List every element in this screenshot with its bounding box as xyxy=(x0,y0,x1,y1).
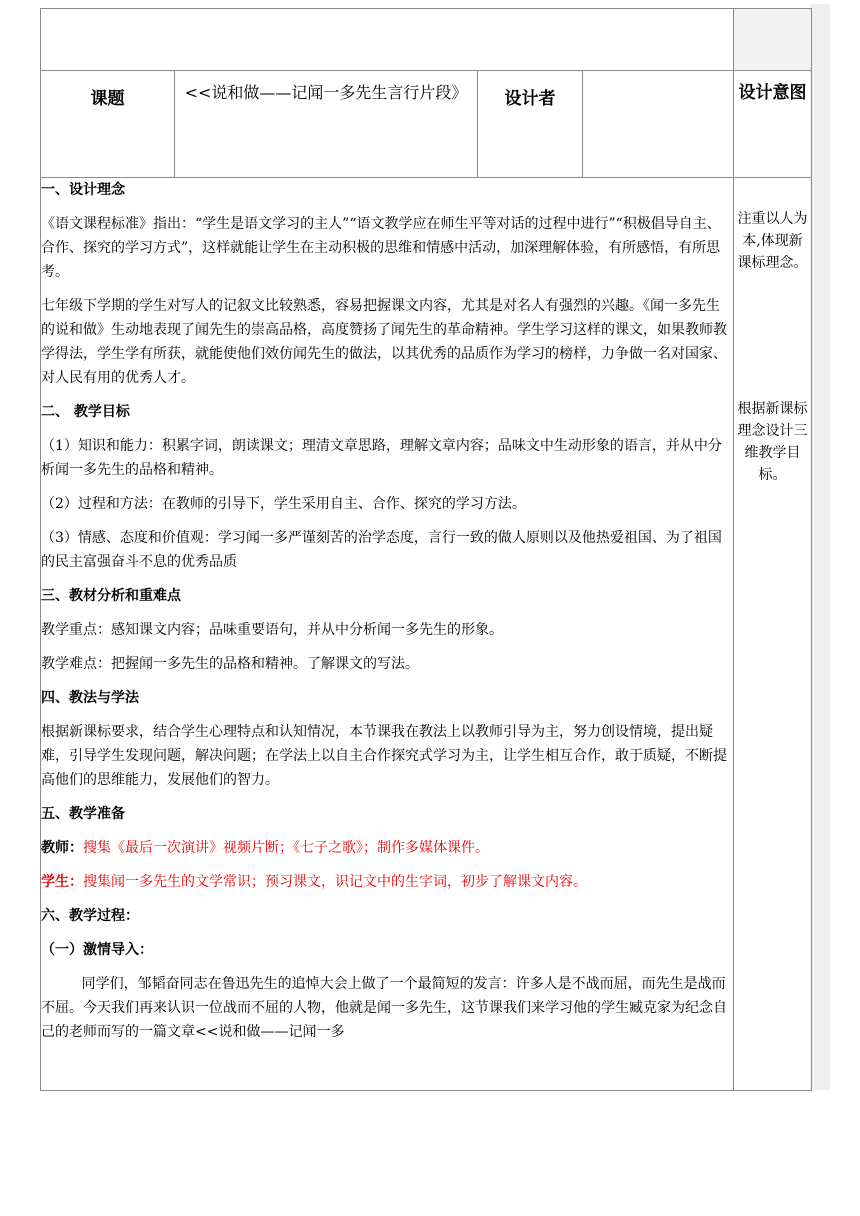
paragraph: 根据新课标要求，结合学生心理特点和认知情况，本节课我在教法上以教师引导为主，努力创设情境，提出疑难，引导学生发现问题，解决问题；在学法上以自主合作探究式学习为主，让学生相互合作，敢于质疑，不断提高他们的思维能力，发展他们的智力。 xyxy=(41,724,727,788)
content-row xyxy=(41,178,812,1091)
blank-cell-shaded xyxy=(734,9,812,71)
section-heading: 四、教法与学法 xyxy=(41,690,139,706)
paragraph: （3）情感、态度和价值观：学习闻一多严谨刻苦的治学态度，言行一致的做人原则以及他热爱祖国、为了祖国的民主富强奋斗不息的优秀品质 xyxy=(41,530,722,570)
paragraph: （2）过程和方法：在教师的引导下，学生采用自主、合作、探究的学习方法。 xyxy=(41,496,526,512)
blank-top-row xyxy=(41,9,812,71)
lesson-plan-table xyxy=(40,8,812,1091)
design-intent-column xyxy=(734,178,812,1091)
teacher-prep xyxy=(41,836,733,860)
teacher-text: 搜集《最后一次演讲》视频片断；《七子之歌》；制作多媒体课件。 xyxy=(83,840,489,856)
paragraph: （1）知识和能力：积累字词，朗读课文；理清文章思路，理解文章内容；品味文中生动形象的语言，并从中分析闻一多先生的品格和精神。 xyxy=(41,438,722,478)
blank-cell xyxy=(41,9,734,71)
paragraph: 教学难点：把握闻一多先生的品格和精神。了解课文的写法。 xyxy=(41,656,419,672)
sub-heading: （一）激情导入： xyxy=(41,942,153,958)
student-prep xyxy=(41,870,733,894)
paragraph: 同学们，邹韬奋同志在鲁迅先生的追悼大会上做了一个最简短的发言：许多人是不战而屈，而先生是战而不屈。今天我们再来认识一位战而不屈的人物，他就是闻一多先生，这节课我们来学习他的学生臧克家为纪念自己的老师而写的一篇文章<<说和做——记闻一多 xyxy=(41,976,727,1040)
designer-value xyxy=(583,71,734,178)
intent-label: 设计意图 xyxy=(734,71,812,178)
section-heading: 二、 教学目标 xyxy=(41,404,130,420)
main-content xyxy=(41,178,734,1091)
teacher-label: 教师： xyxy=(41,840,83,856)
section-heading: 六、教学过程： xyxy=(41,908,139,924)
student-text: 搜集闻一多先生的文学常识；预习课文，识记文中的生字词，初步了解课文内容。 xyxy=(83,874,587,890)
topic-label: 课题 xyxy=(41,71,175,178)
page-edge-shade xyxy=(810,4,830,1090)
student-label: 学生： xyxy=(41,874,83,890)
paragraph: 七年级下学期的学生对写人的记叙文比较熟悉，容易把握课文内容，尤其是对名人有强烈的兴趣。《闻一多先生的说和做》生动地表现了闻先生的崇高品格，高度赞扬了闻先生的革命精神。学生学习这样的课文，如果教师教学得法，学生学有所获，就能使他们效仿闻先生的做法，以其优秀的品质作为学习的榜样，力争做一名对国家、对人民有用的优秀人才。 xyxy=(41,298,727,386)
side-note: 注重以人为本,体现新课标理念。 xyxy=(737,211,808,271)
section-heading: 一、设计理念 xyxy=(41,182,125,198)
header-row xyxy=(41,71,812,178)
paragraph: 《语文课程标准》指出：“学生是语文学习的主人”“语文教学应在师生平等对话的过程中进行”“积极倡导自主、合作、探究的学习方式”，这样就能让学生在主动积极的思维和情感中活动，加深理解体验，有所感悟，有所思考。 xyxy=(41,216,721,280)
side-note: 根据新课标理念设计三维教学目标。 xyxy=(737,401,808,483)
topic-title: <<说和做——记闻一多先生言行片段》 xyxy=(175,71,478,178)
paragraph: 教学重点：感知课文内容；品味重要语句，并从中分析闻一多先生的形象。 xyxy=(41,622,503,638)
section-heading: 三、教材分析和重难点 xyxy=(41,588,181,604)
designer-label: 设计者 xyxy=(478,71,583,178)
section-heading: 五、教学准备 xyxy=(41,806,125,822)
